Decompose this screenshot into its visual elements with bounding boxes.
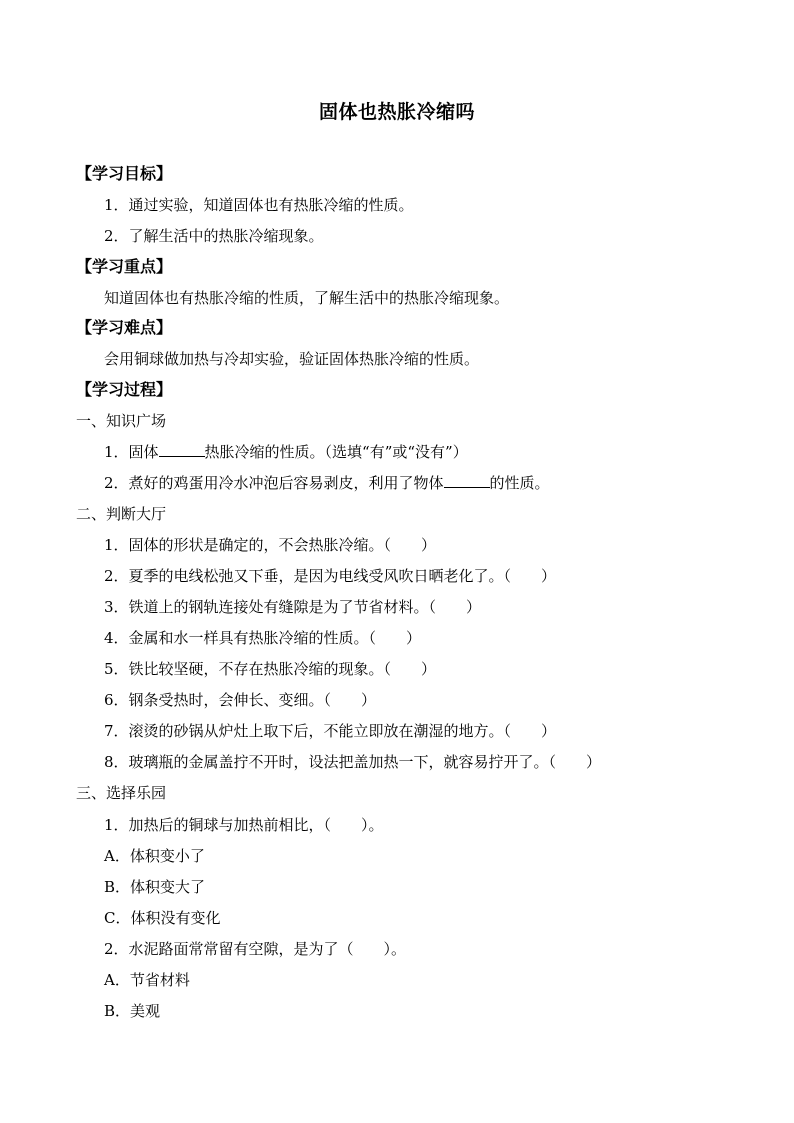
choice-q1-option-a: A．体积变小了	[104, 847, 205, 865]
knowledge-question-1	[104, 440, 468, 464]
key-points-heading: 【学习重点】	[76, 257, 173, 276]
goal-item-2: 2．了解生活中的热胀冷缩现象。	[104, 227, 324, 245]
knowledge-q1-after: 热胀冷缩的性质。（选填“有”或“没有”）	[204, 443, 468, 461]
choice-question-2: 2．水泥路面常常留有空隙，是为了（ ）。	[104, 940, 407, 958]
judge-item-7: 7．滚烫的砂锅从炉灶上取下后，不能立即放在潮湿的地方。（ ）	[104, 722, 557, 740]
choice-q1-option-c: C．体积没有变化	[104, 909, 221, 927]
knowledge-q2-before: 2．煮好的鸡蛋用冷水冲泡后容易剥皮，利用了物体	[104, 474, 444, 492]
judge-item-4: 4．金属和水一样具有热胀冷缩的性质。（ ）	[104, 629, 422, 647]
page-title: 固体也热胀冷缩吗	[318, 101, 475, 123]
choice-q2-option-b: B．美观	[104, 1002, 161, 1020]
difficulties-text: 会用铜球做加热与冷却实验，验证固体热胀冷缩的性质。	[104, 350, 480, 368]
judge-item-8: 8．玻璃瓶的金属盖拧不开时，设法把盖加热一下，就容易拧开了。（ ）	[104, 753, 602, 771]
goals-heading: 【学习目标】	[76, 164, 173, 183]
choice-q1-option-b: B．体积变大了	[104, 878, 206, 896]
judge-item-1: 1．固体的形状是确定的，不会热胀冷缩。（ ）	[104, 536, 437, 554]
knowledge-q2-after: 的性质。	[489, 474, 550, 492]
knowledge-question-2	[104, 471, 550, 495]
choice-question-1: 1．加热后的铜球与加热前相比，（ ）。	[104, 816, 384, 834]
key-points-text: 知道固体也有热胀冷缩的性质，了解生活中的热胀冷缩现象。	[104, 289, 510, 307]
judge-item-3: 3．铁道上的钢轨连接处有缝隙是为了节省材料。（ ）	[104, 598, 482, 616]
goal-item-1: 1．通过实验，知道固体也有热胀冷缩的性质。	[104, 196, 414, 214]
answer-blank-1[interactable]	[159, 440, 205, 457]
judge-item-6: 6．钢条受热时，会伸长、变细。（ ）	[104, 691, 377, 709]
process-heading: 【学习过程】	[76, 380, 173, 399]
choice-section-heading: 三、选择乐园	[76, 784, 167, 802]
judge-section-heading: 二、判断大厅	[76, 505, 167, 523]
judge-item-2: 2．夏季的电线松弛又下垂，是因为电线受风吹日晒老化了。（ ）	[104, 567, 557, 585]
answer-blank-2[interactable]	[444, 471, 490, 488]
judge-item-5: 5．铁比较坚硬，不存在热胀冷缩的现象。（ ）	[104, 660, 437, 678]
knowledge-section-heading: 一、知识广场	[76, 412, 167, 430]
knowledge-q1-before: 1．固体	[104, 443, 159, 461]
difficulties-heading: 【学习难点】	[76, 318, 173, 337]
choice-q2-option-a: A．节省材料	[104, 971, 190, 989]
